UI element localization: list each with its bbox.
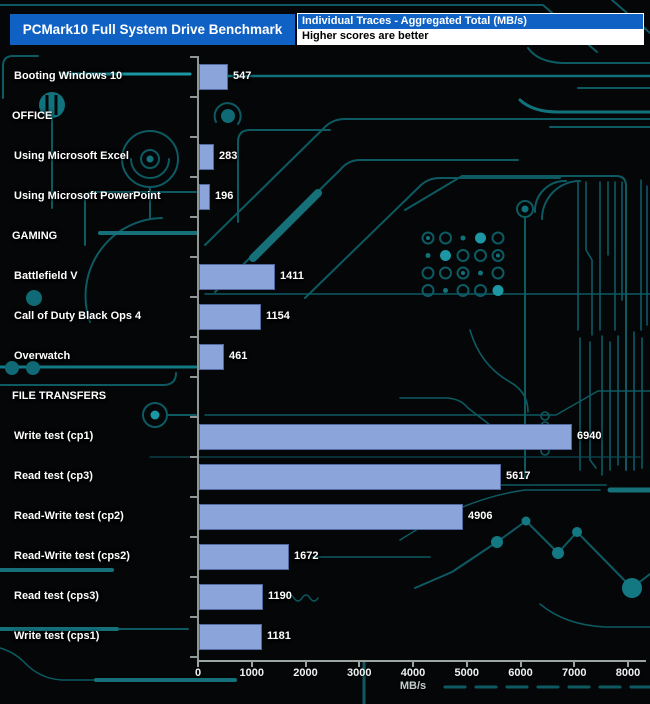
trace-label: Overwatch	[14, 349, 71, 362]
bar-value-label: 1190	[268, 589, 292, 602]
y-axis-tick	[190, 56, 197, 58]
y-axis-tick	[190, 176, 197, 178]
trace-label: Write test (cp1)	[14, 429, 94, 442]
trace-label: Battlefield V	[14, 269, 78, 282]
bar	[199, 64, 228, 90]
y-axis-tick	[190, 376, 197, 378]
trace-label: Read test (cps3)	[14, 589, 99, 602]
y-axis-tick	[190, 656, 197, 658]
legend-primary: Individual Traces - Aggregated Total (MB/s)	[298, 14, 643, 29]
x-axis-tick-label: 2000	[293, 667, 318, 679]
bar-value-label: 1672	[294, 549, 319, 562]
legend-secondary: Higher scores are better	[298, 29, 643, 44]
y-axis-tick	[190, 256, 197, 258]
y-axis-tick	[190, 496, 197, 498]
x-axis-tick-label: 4000	[400, 667, 426, 679]
trace-label: Read test (cp3)	[14, 469, 93, 482]
y-axis-tick	[190, 416, 197, 418]
trace-label: Write test (cps1)	[14, 629, 100, 642]
bar	[199, 264, 275, 290]
bar-value-label: 4906	[468, 509, 493, 522]
y-axis-tick	[190, 456, 197, 458]
trace-label: Read-Write test (cps2)	[14, 549, 130, 562]
bar-value-label: 5617	[506, 469, 531, 482]
trace-label: Call of Duty Black Ops 4	[14, 309, 142, 322]
bar	[199, 504, 463, 530]
trace-label: Booting Windows 10	[14, 69, 123, 82]
chart-title-box	[10, 14, 295, 45]
y-axis-tick	[190, 216, 197, 218]
category-label: GAMING	[12, 229, 58, 242]
y-axis-tick	[190, 296, 197, 298]
x-axis-line	[197, 660, 646, 662]
y-axis-tick	[190, 96, 197, 98]
bar-value-label: 6940	[577, 429, 602, 442]
bar-value-label: 196	[215, 189, 234, 202]
bar	[199, 544, 289, 570]
bar	[199, 184, 210, 210]
bar-value-label: 283	[219, 149, 238, 162]
y-axis-tick	[190, 616, 197, 618]
x-axis-tick-label: 0	[194, 667, 202, 679]
category-label: FILE TRANSFERS	[12, 389, 107, 402]
bar	[199, 424, 572, 450]
bar-value-label: 1154	[266, 309, 290, 322]
trace-label: Read-Write test (cp2)	[14, 509, 124, 522]
trace-label: Using Microsoft PowerPoint	[14, 189, 161, 202]
bar	[199, 464, 501, 490]
trace-label: Using Microsoft Excel	[14, 149, 129, 162]
bar	[199, 584, 263, 610]
y-axis-tick	[190, 336, 197, 338]
y-axis-tick	[190, 576, 197, 578]
bar-value-label: 1411	[280, 269, 304, 282]
chart-title: PCMark10 Full System Drive Benchmark	[22, 22, 283, 37]
x-axis-tick-label: 8000	[615, 667, 641, 679]
bar	[199, 144, 214, 170]
x-axis-title: MB/s	[399, 680, 427, 692]
bar-value-label: 461	[229, 349, 248, 362]
x-axis-tick-label: 5000	[454, 667, 479, 679]
x-axis-tick-label: 1000	[239, 667, 264, 679]
bar	[199, 304, 261, 330]
bar	[199, 624, 262, 650]
y-axis-tick	[190, 536, 197, 538]
bar-value-label: 1181	[267, 629, 291, 642]
bar	[199, 344, 224, 370]
category-label: OFFICE	[12, 109, 53, 122]
bar-value-label: 547	[233, 69, 252, 82]
x-axis-tick-label: 3000	[347, 667, 372, 679]
x-axis-tick-label: 7000	[562, 667, 587, 679]
legend-box	[297, 13, 644, 45]
y-axis-tick	[190, 136, 197, 138]
x-axis-tick-label: 6000	[508, 667, 533, 679]
